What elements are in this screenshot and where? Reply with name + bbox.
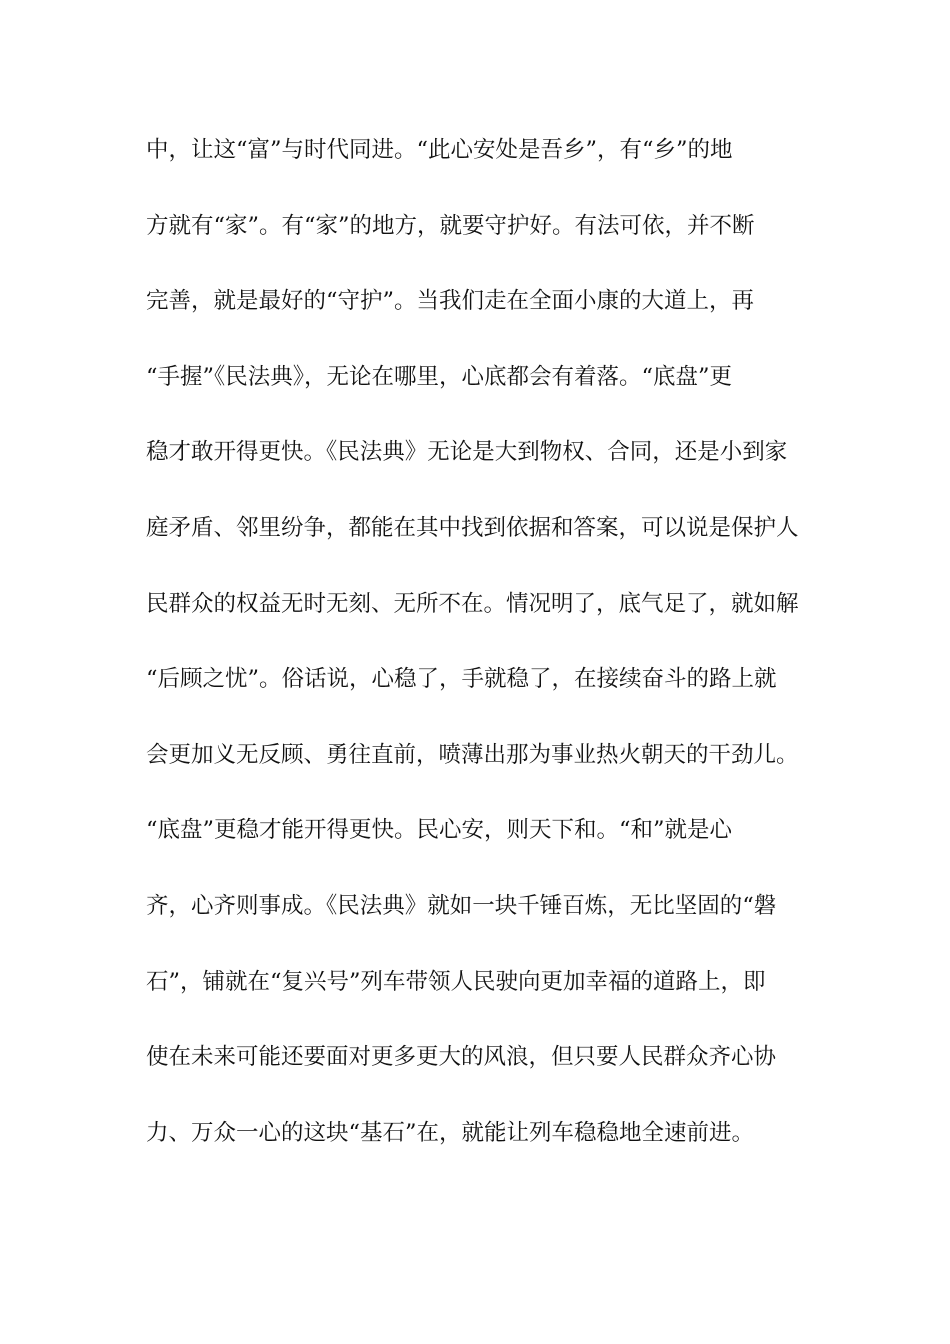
text-line-3: 完善，就是最好的“守护”。当我们走在全面小康的大道上，再 <box>146 288 755 315</box>
text-line-12: 石”，铺就在“复兴号”列车带领人民驶向更加幸福的道路上，即 <box>146 968 766 995</box>
text-line-6: 庭矛盾、邻里纷争，都能在其中找到依据和答案，可以说是保护人 <box>146 514 799 541</box>
body-text <box>146 128 806 1186</box>
text-line-2: 方就有“家”。有“家”的地方，就要守护好。有法可依，并不断 <box>146 212 755 239</box>
text-line-8: “后顾之忧”。俗话说，心稳了，手就稳了，在接续奋斗的路上就 <box>146 666 777 693</box>
text-line-10: “底盘”更稳才能开得更快。民心安，则天下和。“和”就是心 <box>146 817 733 844</box>
text-line-1: 中，让这“富”与时代同进。“此心安处是吾乡”，有“乡”的地 <box>146 137 733 163</box>
text-line-9: 会更加义无反顾、勇往直前，喷薄出那为事业热火朝天的干劲儿。 <box>146 741 799 768</box>
text-line-5: 稳才敢开得更快。《民法典》无论是大到物权、合同，还是小到家 <box>146 439 788 466</box>
text-line-13: 使在未来可能还要面对更多更大的风浪，但只要人民群众齐心协 <box>146 1044 777 1071</box>
text-line-4: “手握”《民法典》，无论在哪里，心底都会有着落。“底盘”更 <box>146 363 733 390</box>
text-line-7: 民群众的权益无时无刻、无所不在。情况明了，底气足了，就如解 <box>146 590 799 617</box>
text-line-14: 力、万众一心的这块“基石”在，就能让列车稳稳地全速前进。 <box>146 1119 755 1146</box>
text-line-11: 齐，心齐则事成。《民法典》就如一块千锤百炼，无比坚固的“磐 <box>146 892 777 919</box>
